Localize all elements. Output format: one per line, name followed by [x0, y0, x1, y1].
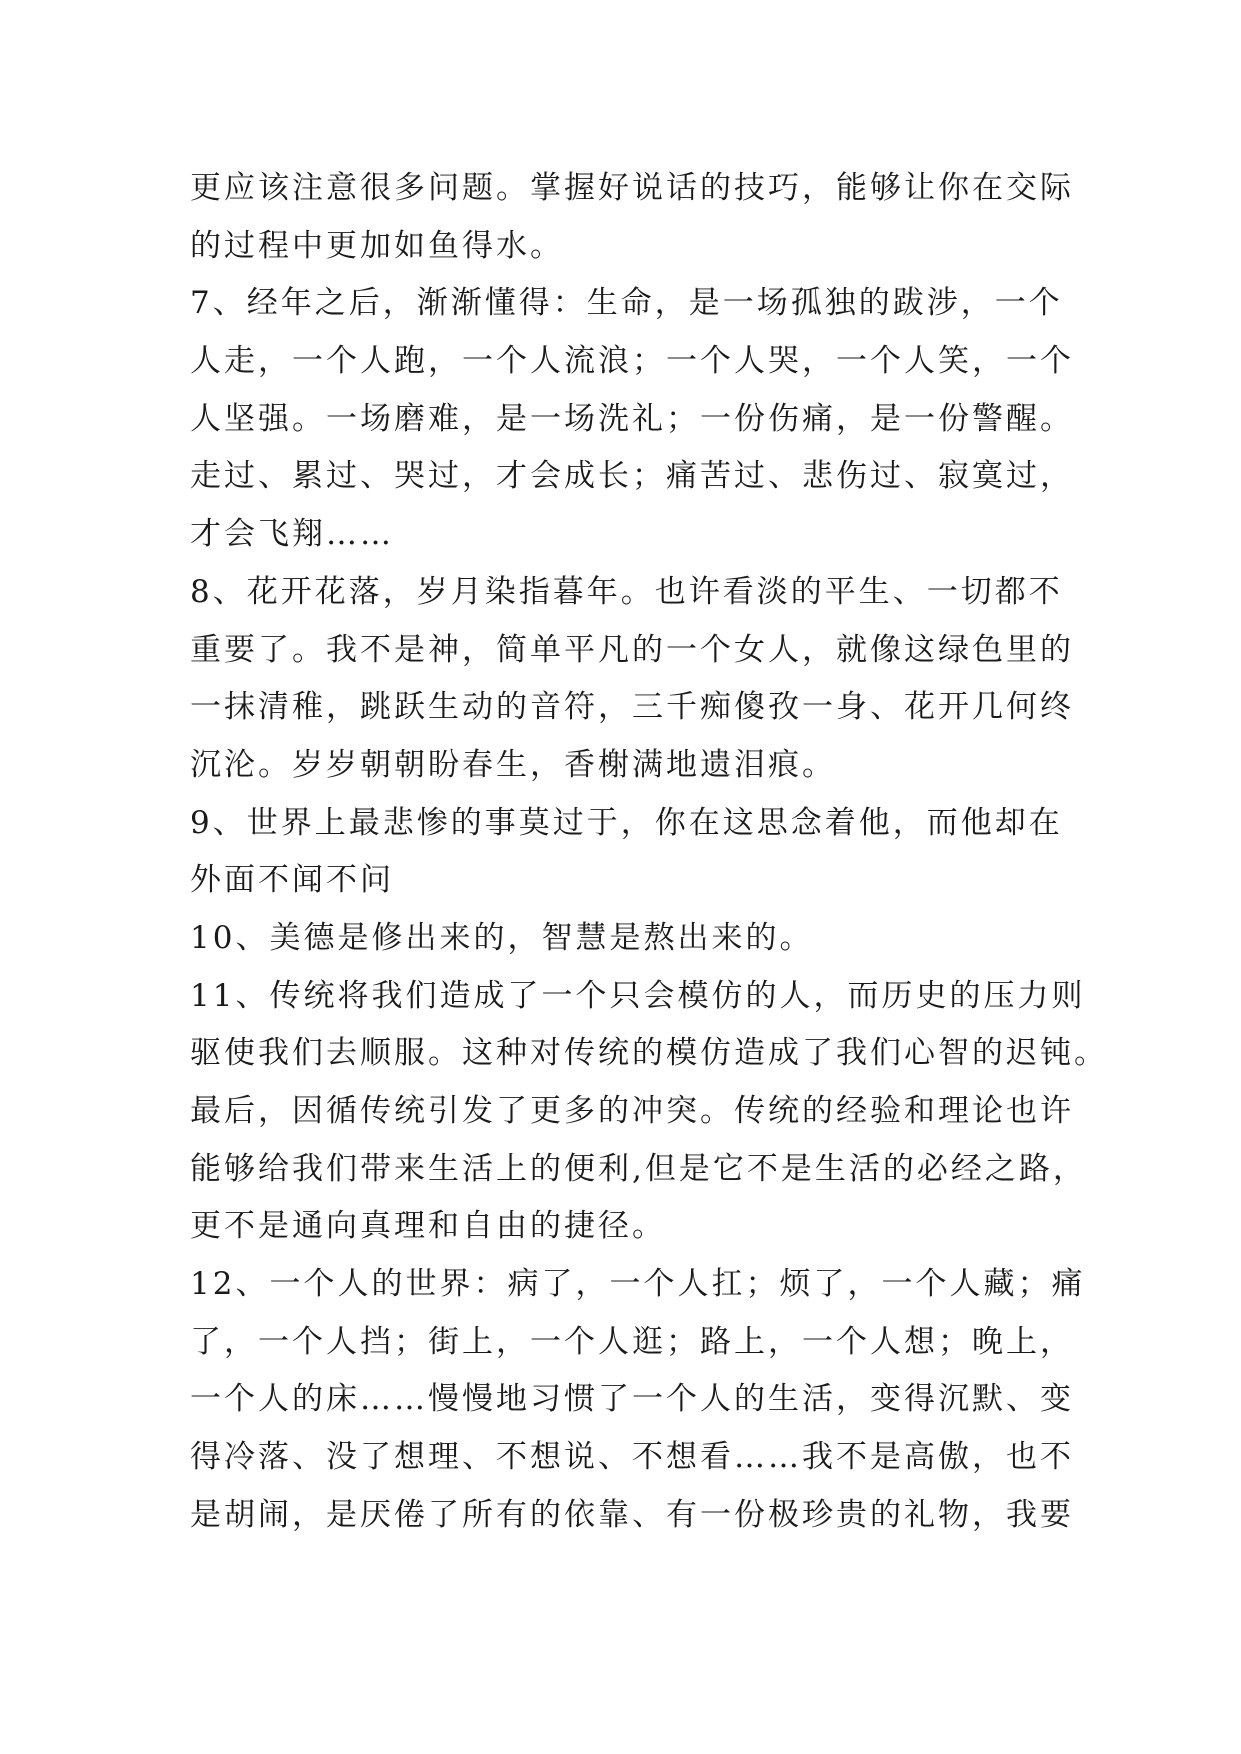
text-line-13: 外面不闻不问	[190, 862, 394, 899]
text-line-24: 是胡闹，是厌倦了所有的依靠、有一份极珍贵的礼物，我要	[190, 1496, 1074, 1533]
text-line-19: 更不是通向真理和自由的捷径。	[190, 1208, 666, 1245]
text-line-8: 8、花开花落，岁月染指暮年。也许看淡的平生、一切都不	[190, 573, 1063, 610]
text-line-11: 沉沦。岁岁朝朝盼春生，香榭满地遗泪痕。	[190, 746, 836, 783]
text-line-7: 才会飞翔……	[190, 516, 394, 553]
text-line-12: 9、世界上最悲惨的事莫过于，你在这思念着他，而他却在	[190, 804, 1063, 841]
text-line-10: 一抹清稚，跳跃生动的音符，三千痴傻孜一身、花开几何终	[190, 689, 1074, 726]
text-line-3: 7、经年之后，渐渐懂得：生命，是一场孤独的跋涉，一个	[190, 285, 1063, 322]
text-line-17: 最后，因循传统引发了更多的冲突。传统的经验和理论也许	[190, 1093, 1074, 1129]
text-line-23: 得冷落、没了想理、不想说、不想看……我不是高傲，也不	[190, 1439, 1074, 1476]
text-line-4: 人走，一个人跑，一个人流浪；一个人哭，一个人笑，一个	[190, 343, 1074, 380]
text-line-18: 能够给我们带来生活上的便利,但是它不是生活的必经之路，	[190, 1150, 1087, 1187]
text-line-1: 更应该注意很多问题。掌握好说话的技巧，能够让你在交际	[190, 170, 1074, 206]
text-line-21: 了，一个人挡；街上，一个人逛；路上，一个人想；晚上，	[190, 1323, 1074, 1360]
text-line-9: 重要了。我不是神，简单平凡的一个女人，就像这绿色里的	[190, 631, 1074, 668]
text-line-22: 一个人的床……慢慢地习惯了一个人的生活，变得沉默、变	[190, 1381, 1074, 1418]
text-line-20: 12、一个人的世界：病了，一个人扛；烦了，一个人藏；痛	[190, 1266, 1086, 1303]
text-line-14: 10、美德是修出来的，智慧是熬出来的。	[190, 919, 814, 956]
body-text	[190, 160, 1108, 1545]
text-line-6: 走过、累过、哭过，才会成长；痛苦过、悲伤过、寂寞过，	[190, 458, 1074, 495]
text-line-16: 驱使我们去顺服。这种对传统的模仿造成了我们心智的迟钝。	[190, 1035, 1108, 1072]
text-line-5: 人坚强。一场磨难，是一场洗礼；一份伤痛，是一份警醒。	[190, 400, 1074, 437]
text-line-2: 的过程中更加如鱼得水。	[190, 227, 564, 264]
text-line-15: 11、传统将我们造成了一个只会模仿的人，而历史的压力则	[190, 977, 1086, 1014]
